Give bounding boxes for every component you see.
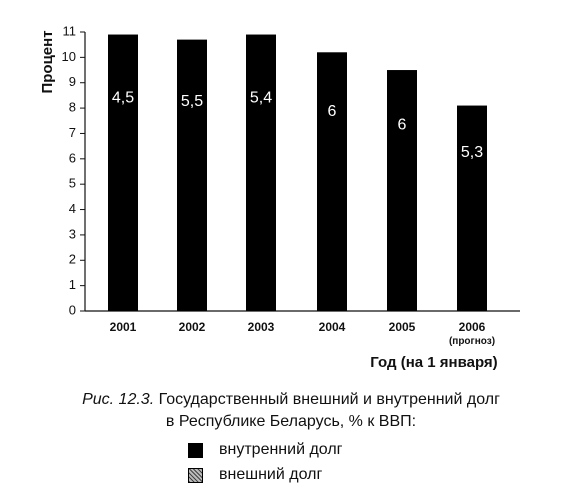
data-label-2001: 4,5 [111,89,135,107]
bar-2003 [246,35,276,311]
legend-item-internal [188,441,343,459]
x-tick-label: 2002 [178,320,206,334]
y-tick-label: 11 [62,23,76,39]
legend-label-external: внешний долг [219,466,323,483]
y-tick-label: 0 [68,302,76,318]
y-tick-label: 2 [68,251,76,267]
y-tick-label: 10 [61,48,76,64]
y-tick-label: 7 [68,124,76,140]
bar-2002 [177,40,207,311]
data-label-2002: 5,5 [180,93,204,111]
y-tick-label: 8 [68,99,76,115]
y-tick-label: 9 [68,74,76,90]
y-tick-label: 3 [68,226,76,242]
y-tick-label: 4 [68,200,76,216]
y-tick-label: 5 [68,175,76,191]
legend-swatch-internal [188,443,203,458]
legend-swatch-external [188,468,203,483]
x-tick-label: 2003 [247,320,275,334]
bar-2001 [108,35,138,311]
x-tick-label: 2006 [458,320,486,334]
data-label-2006: 5,3 [460,144,484,162]
x-tick-label: 2005 [388,320,416,334]
legend-label-internal: внутренний долг [219,441,343,458]
y-axis-label: Процент [38,30,56,94]
bar-2006 [457,106,487,311]
legend-item-external [188,466,322,484]
x-tick-label: 2001 [109,320,137,334]
x-tick-label: 2004 [318,320,346,334]
x-axis-label: Год (на 1 января) [370,354,498,371]
y-tick-label: 6 [68,150,76,166]
bar-2004 [317,52,347,311]
x-tick-sublabel: (прогноз) [448,336,496,347]
caption-line1: Государственный внешний и внутренний долг [158,391,500,408]
data-label-2003: 5,4 [249,89,273,107]
caption-prefix: Рис. 12.3. [82,391,155,408]
data-label-2005: 6 [397,116,407,134]
y-tick-label: 1 [68,277,76,293]
bar-2005 [387,70,417,311]
data-label-2004: 6 [327,103,337,121]
figure-caption [0,391,582,409]
figure-caption-line2: в Республике Беларусь, % к ВВП: [165,413,417,430]
